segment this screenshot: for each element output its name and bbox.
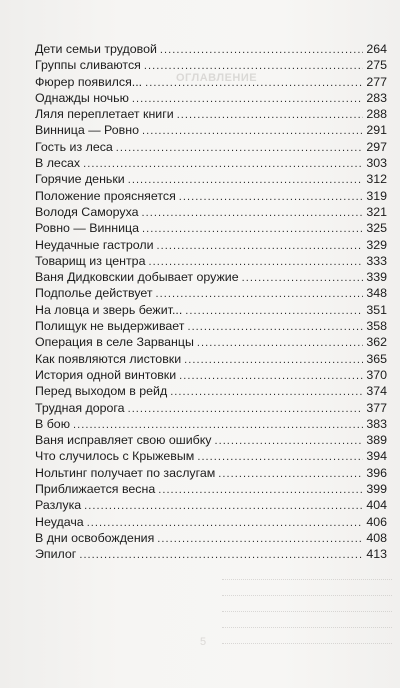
toc-dot-leader <box>156 286 363 302</box>
toc-entry-title: Как появляются листовки <box>35 351 182 366</box>
toc-entry-title: Горячие деньки <box>35 172 125 187</box>
toc-dot-leader <box>179 189 363 205</box>
toc-entry-page: 288 <box>366 107 387 122</box>
toc-dot-leader <box>157 238 363 254</box>
toc-dot-leader <box>142 123 363 139</box>
toc-entry-title: Нольтинг получает по заслугам <box>35 465 216 480</box>
toc-entry-page: 264 <box>366 42 387 56</box>
toc-entry-title: Эпилог <box>35 547 77 562</box>
toc-entry <box>35 204 387 220</box>
toc-dot-leader <box>132 91 363 107</box>
toc-dot-leader <box>73 417 363 433</box>
toc-dot-leader <box>79 547 363 563</box>
toc-dot-leader <box>185 303 363 319</box>
toc-dot-leader <box>87 515 363 531</box>
toc-entry-title: Подполье действует <box>35 286 153 301</box>
toc-entry-page: 383 <box>366 416 387 431</box>
toc-dot-leader <box>187 319 363 335</box>
toc-entry-title: Перед выходом в рейд <box>35 384 168 399</box>
toc-entry <box>35 334 387 350</box>
toc-entry <box>35 139 387 155</box>
toc-entry-page: 325 <box>366 221 387 236</box>
toc-entry <box>35 383 387 399</box>
toc-dot-leader <box>83 156 363 172</box>
toc-entry-page: 396 <box>366 465 387 480</box>
toc-entry-page: 413 <box>366 547 387 562</box>
toc-entry-title: Положение проясняется <box>35 188 176 203</box>
toc-entry <box>35 188 387 204</box>
toc-entry <box>35 220 387 236</box>
toc-dot-leader <box>184 352 363 368</box>
toc-dot-leader <box>142 205 363 221</box>
toc-entry-title: Неудача <box>35 514 84 529</box>
toc-entry-page: 297 <box>366 139 387 154</box>
toc-entry-title: Что случилось с Крыжевым <box>35 449 195 464</box>
toc-entry <box>35 318 387 334</box>
toc-entry-title: Товарищ из центра <box>35 253 146 268</box>
toc-dot-leader <box>197 335 363 351</box>
toc-entry-page: 370 <box>366 367 387 382</box>
toc-entry <box>35 367 387 383</box>
toc-entry-title: Ляля переплетает книги <box>35 107 174 122</box>
toc-entry <box>35 74 387 90</box>
toc-entry-page: 312 <box>366 172 387 187</box>
toc-entry-title: Володя Саморуха <box>35 204 139 219</box>
toc-entry <box>35 285 387 301</box>
toc-entry-title: Гость из леса <box>35 139 113 154</box>
toc-dot-leader <box>160 42 363 58</box>
toc-entry-page: 339 <box>366 270 387 285</box>
toc-entry <box>35 546 387 562</box>
toc-entry-page: 365 <box>366 351 387 366</box>
toc-dot-leader <box>214 433 363 449</box>
toc-entry-page: 291 <box>366 123 387 138</box>
page-number-bleed: 5 <box>200 636 207 648</box>
toc-entry-title: Ваня Дидковскии добывает оружие <box>35 270 239 285</box>
toc-entry <box>35 448 387 464</box>
toc-entry <box>35 514 387 530</box>
toc-entry <box>35 90 387 106</box>
toc-entry-title: Дети семьи трудовой <box>35 42 157 56</box>
toc-entry-title: Трудная дорога <box>35 400 125 415</box>
toc-dot-leader <box>128 172 363 188</box>
toc-entry <box>35 302 387 318</box>
toc-entry-page: 329 <box>366 237 387 252</box>
toc-dot-leader <box>144 58 363 74</box>
toc-dot-leader <box>179 368 363 384</box>
toc-entry <box>35 253 387 269</box>
toc-dot-leader <box>157 531 363 547</box>
toc-entry <box>35 416 387 432</box>
toc-entry-title: В бою <box>35 416 70 431</box>
bleed-through-heading: ОГЛАВЛЕНИЕ <box>176 72 258 84</box>
toc-entry <box>35 106 387 122</box>
toc-dot-leader <box>148 254 363 270</box>
toc-entry-title: Фюрер появился... <box>35 74 143 89</box>
toc-dot-leader <box>177 107 363 123</box>
toc-entry-page: 351 <box>366 302 387 317</box>
toc-entry <box>35 465 387 481</box>
toc-entry-page: 399 <box>366 482 387 497</box>
toc-entry-page: 321 <box>366 204 387 219</box>
toc-entry <box>35 432 387 448</box>
toc-entry-page: 389 <box>366 433 387 448</box>
toc-entry-page: 303 <box>366 156 387 171</box>
toc-entry-page: 406 <box>366 514 387 529</box>
toc-entry-page: 319 <box>366 188 387 203</box>
toc-entry-page: 277 <box>366 74 387 89</box>
toc-entry <box>35 497 387 513</box>
toc-entry <box>35 41 387 57</box>
toc-entry-title: Группы сливаются <box>35 58 141 73</box>
toc-entry-title: Ваня исправляет свою ошибку <box>35 433 212 448</box>
toc-dot-leader <box>242 270 363 286</box>
toc-entry-title: История одной винтовки <box>35 367 177 382</box>
toc-entry <box>35 237 387 253</box>
toc-dot-leader <box>84 498 363 514</box>
toc-entry-title: Операция в селе Зарванцы <box>35 335 194 350</box>
toc-dot-leader <box>128 401 363 417</box>
toc-dot-leader <box>158 482 363 498</box>
toc-entry <box>35 351 387 367</box>
toc-entry-title: Приближается весна <box>35 482 156 497</box>
toc-entry <box>35 171 387 187</box>
toc-entry-title: В лесах <box>35 156 81 171</box>
toc-entry <box>35 57 387 73</box>
toc-entry-title: Винница — Ровно <box>35 123 139 138</box>
toc-entry-page: 394 <box>366 449 387 464</box>
toc-entry-title: Ровно — Винница <box>35 221 139 236</box>
toc-dot-leader <box>142 221 363 237</box>
toc-dot-leader <box>145 75 363 91</box>
toc-entry <box>35 481 387 497</box>
bleed-through-lines <box>222 565 392 645</box>
toc-entry <box>35 400 387 416</box>
toc-entry-page: 348 <box>366 286 387 301</box>
toc-entry-page: 374 <box>366 384 387 399</box>
toc-entry-title: Полищук не выдерживает <box>35 319 185 334</box>
toc-entry-title: Однажды ночью <box>35 90 129 105</box>
toc-entry <box>35 530 387 546</box>
toc-dot-leader <box>170 384 363 400</box>
toc-dot-leader <box>218 466 363 482</box>
toc-entry-page: 408 <box>366 530 387 545</box>
toc-entry-title: На ловца и зверь бежит... <box>35 302 183 317</box>
toc-entry-page: 377 <box>366 400 387 415</box>
toc-entry-title: В дни освобождения <box>35 530 155 545</box>
toc-entry <box>35 155 387 171</box>
toc-entry <box>35 269 387 285</box>
toc-entry-page: 404 <box>366 498 387 513</box>
toc-dot-leader <box>116 140 363 156</box>
toc-entry-title: Неудачные гастроли <box>35 237 154 252</box>
toc-dot-leader <box>197 449 363 465</box>
toc-entry-page: 358 <box>366 319 387 334</box>
table-of-contents <box>35 41 387 563</box>
toc-entry-page: 283 <box>366 90 387 105</box>
toc-entry-page: 333 <box>366 253 387 268</box>
toc-entry-page: 275 <box>366 58 387 73</box>
toc-entry-page: 362 <box>366 335 387 350</box>
toc-entry-title: Разлука <box>35 498 82 513</box>
toc-entry <box>35 122 387 138</box>
